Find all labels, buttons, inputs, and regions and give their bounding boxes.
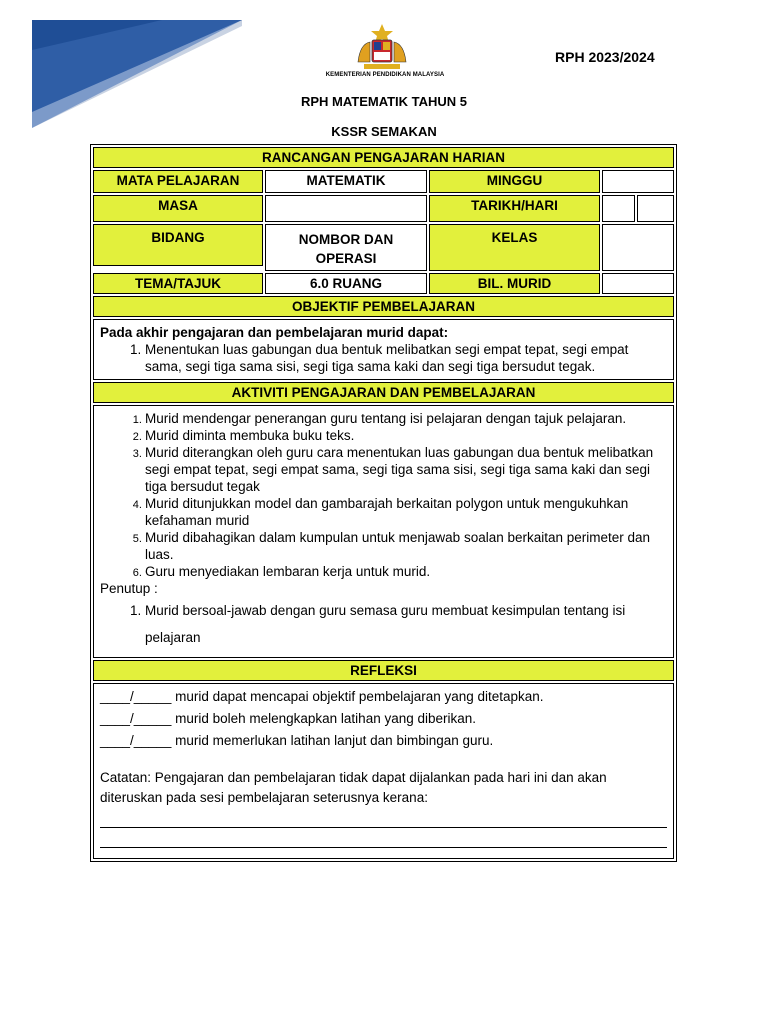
table-heading: RANCANGAN PENGAJARAN HARIAN [93, 147, 674, 168]
mata-pelajaran-label: MATA PELAJARAN [93, 170, 263, 193]
objektif-heading: OBJEKTIF PEMBELAJARAN [93, 296, 674, 317]
aktiviti-section [93, 405, 674, 658]
aktiviti-item: 4. Murid ditunjukkan model dan gambarajah berkaitan polygon untuk mengukuhkan kefahaman murid [145, 495, 667, 529]
refleksi-line: ____/_____ murid boleh melengkapkan latihan yang diberikan. [100, 711, 477, 726]
objektif-item: 1. Menentukan luas gabungan dua bentuk melibatkan segi empat tepat, segi empat sama, segi tiga sama sisi, segi tiga sama kaki dan segi tiga bersudut tegak. [145, 341, 667, 375]
objektif-lead: Pada akhir pengajaran dan pembelajaran murid dapat: [100, 325, 449, 340]
refleksi-heading: REFLEKSI [93, 660, 674, 681]
kelas-label: KELAS [429, 224, 600, 271]
catatan-text: Catatan: Pengajaran dan pembelajaran tidak dapat dijalankan pada hari ini dan akan diteruskan pada sesi pembelajaran seterusnya kerana: [100, 770, 607, 805]
penutup-label: Penutup : [100, 581, 158, 596]
blank-line [100, 830, 667, 848]
bil-murid-label: BIL. MURID [429, 273, 600, 294]
refleksi-section [93, 683, 674, 859]
aktiviti-item: 2. Murid diminta membuka buku teks. [145, 427, 667, 444]
masa-value [265, 195, 427, 222]
aktiviti-item: 3. Murid diterangkan oleh guru cara menentukan luas gabungan dua bentuk melibatkan segi empat tepat, segi empat sama, segi tiga sama sisi, segi tiga sama kaki dan segi tiga bersudut tegak [145, 444, 667, 495]
penutup-item: 1. Murid bersoal-jawab dengan guru semasa guru membuat kesimpulan tentang isi pelajaran [145, 597, 667, 651]
decorative-corner-graphic [32, 20, 242, 128]
lesson-plan-table [90, 144, 677, 862]
aktiviti-item: 1. Murid mendengar penerangan guru tentang isi pelajaran dengan tajuk pelajaran. [145, 410, 667, 427]
document-title: RPH MATEMATIK TAHUN 5 [300, 94, 468, 109]
hari-value [637, 195, 674, 222]
aktiviti-item: 5. Murid dibahagikan dalam kumpulan untuk menjawab soalan berkaitan perimeter dan luas. [145, 529, 667, 563]
aktiviti-heading: AKTIVITI PENGAJARAN DAN PEMBELAJARAN [93, 382, 674, 403]
rph-year-label: RPH 2023/2024 [555, 49, 655, 65]
coat-of-arms-logo [352, 22, 412, 72]
bidang-value: NOMBOR DAN OPERASI [265, 224, 427, 271]
bil-murid-value [602, 273, 674, 294]
minggu-label: MINGGU [429, 170, 600, 193]
tarikh-label: TARIKH/HARI [429, 195, 600, 222]
tema-value: 6.0 RUANG [265, 273, 427, 294]
ministry-name: KEMENTERIAN PENDIDIKAN MALAYSIA [325, 72, 445, 78]
refleksi-line: ____/_____ murid memerlukan latihan lanjut dan bimbingan guru. [100, 733, 494, 748]
kelas-value [602, 224, 674, 271]
tarikh-value [602, 195, 635, 222]
refleksi-line: ____/_____ murid dapat mencapai objektif pembelajaran yang ditetapkan. [100, 689, 544, 704]
document-subtitle: KSSR SEMAKAN [331, 124, 437, 139]
blank-line [100, 810, 667, 828]
minggu-value [602, 170, 674, 193]
mata-pelajaran-value: MATEMATIK [265, 170, 427, 193]
masa-label: MASA [93, 195, 263, 222]
bidang-label: BIDANG [93, 224, 263, 266]
tema-label: TEMA/TAJUK [93, 273, 263, 294]
aktiviti-item: 6. Guru menyediakan lembaran kerja untuk murid. [145, 563, 667, 580]
objektif-section [93, 319, 674, 380]
